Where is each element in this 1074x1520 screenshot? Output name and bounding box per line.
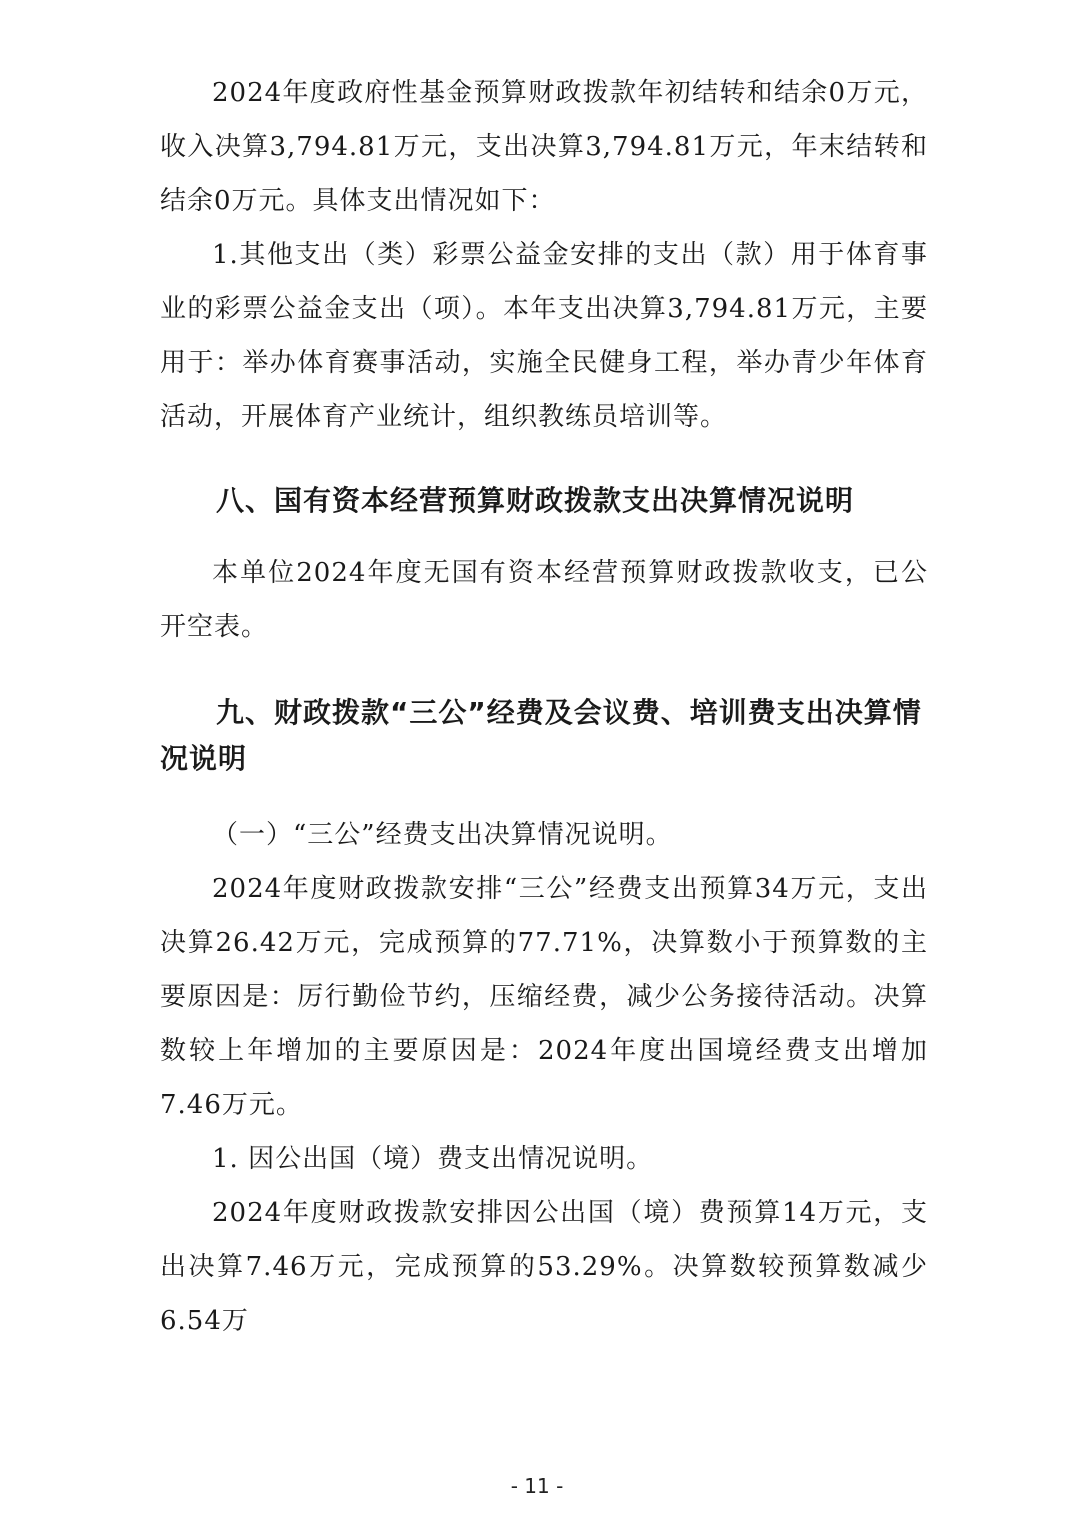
subheading-three-public: （一）“三公”经费支出决算情况说明。 (212, 820, 673, 850)
paragraph-three-public-budget: 2024年度财政拨款安排“三公”经费支出预算34万元，支出决算26.42万元，完成预算的77.71%，决算数小于预算数的主要原因是：厉行勤俭节约，压缩经费，减少公务接待活动。决算数较上年增加的主要原因是：2024年度出国境经费支出增加7.46万元。 (160, 874, 928, 1120)
heading-section-8: 八、国有资本经营预算财政拨款支出决算情况说明 (216, 484, 855, 517)
heading-section-9: 九、财政拨款“三公”经费及会议费、培训费支出决算情况说明 (160, 696, 922, 775)
page-number: - 11 - (510, 1474, 564, 1498)
page-body (160, 66, 928, 1348)
paragraph-fund-budget: 2024年度政府性基金预算财政拨款年初结转和结余0万元，收入决算3,794.81万元，支出决算3,794.81万元，年末结转和结余0万元。具体支出情况如下： (160, 78, 928, 216)
paragraph-state-capital: 本单位2024年度无国有资本经营预算财政拨款收支，已公开空表。 (160, 558, 928, 642)
paragraph-overseas-travel: 2024年度财政拨款安排因公出国（境）费预算14万元，支出决算7.46万元，完成预算的53.29%。决算数较预算数减少6.54万 (160, 1198, 928, 1336)
subheading-overseas-travel: 1. 因公出国（境）费支出情况说明。 (212, 1144, 654, 1174)
paragraph-lottery-expense: 1.其他支出（类）彩票公益金安排的支出（款）用于体育事业的彩票公益金支出（项）。本年支出决算3,794.81万元，主要用于：举办体育赛事活动，实施全民健身工程，举办青少年体育活动，开展体育产业统计，组织教练员培训等。 (160, 240, 928, 432)
